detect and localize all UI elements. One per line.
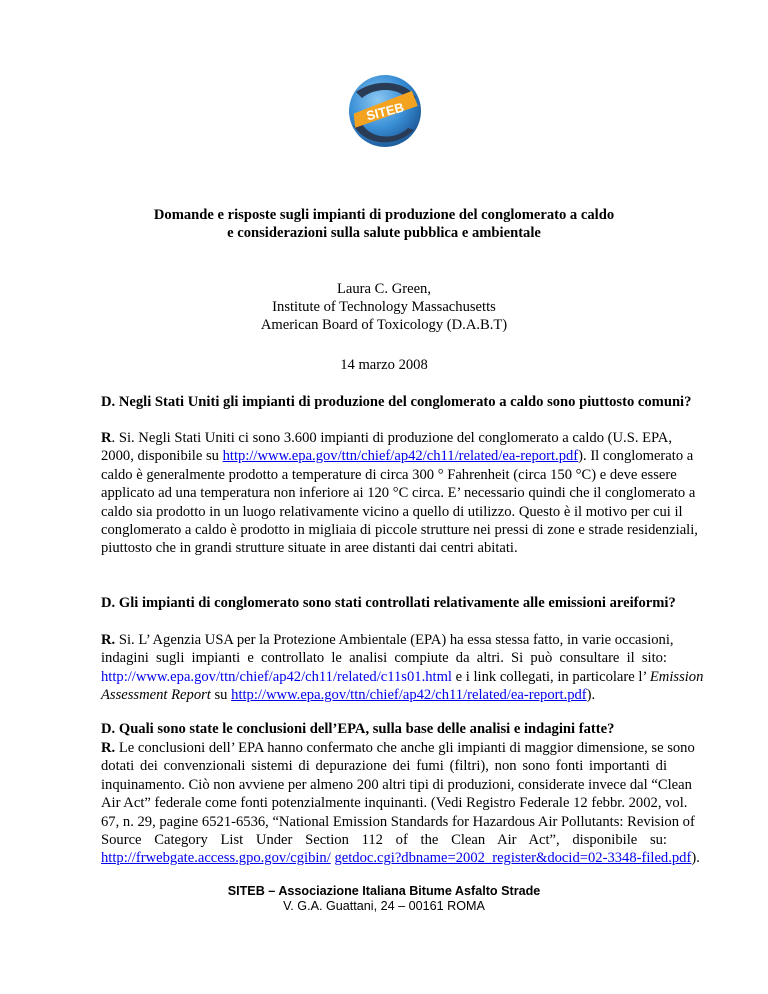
footer-org: SITEB – Associazione Italiana Bitume Asfalto Strade [227,884,541,898]
answer-2-emphasis: Assessment Report [101,687,211,704]
answer-2-lead: R. [101,632,116,648]
document-title [80,206,688,242]
answer-3-line: dotati dei convenzionali sistemi di depurazione dei fumi (filtri), non sono fonti importanti di [101,758,667,775]
answer-2-line: Si. L’ Agenzia USA per la Protezione Ambientale (EPA) ha essa stessa fatto, in varie occasioni, [115,632,674,648]
footer [80,884,688,914]
author-institution: Institute of Technology Massachusetts [272,299,496,315]
answer-2-line: indagini sugli impianti e controllato le analisi compiute da altri. Si può consultare il sito: [101,650,667,667]
answer-3-line: 67, n. 29, pagine 6521-6536, “National Emission Standards for Hazardous Air Pollutants: Revision of [101,813,695,830]
answer-3-line: Source Category List Under Section 112 of the Clean Air Act”, disponibile su: [101,832,667,849]
answer-2-line: e i link collegati, in particolare l’ [451,668,650,685]
author-board: American Board of Toxicology (D.A.B.T) [260,317,508,333]
title-line-2: e considerazioni sulla salute pubblica e ambientale [227,225,541,241]
question-3: D. Quali sono state le conclusioni dell’EPA, sulla base delle analisi e indagini fatte? [101,721,615,737]
answer-3-line: inquinamento. Ciò non avviene per almeno 200 altri tipi di produzioni, considerate invece dal “Clean [101,776,692,793]
ea-report-link[interactable]: http://www.epa.gov/ttn/chief/ap42/ch11/related/ea-report.pdf [222,448,579,465]
ea-report-link-2[interactable]: http://www.epa.gov/ttn/chief/ap42/ch11/related/ea-report.pdf [231,687,587,704]
answer-1-line: 2000, disponibile su [101,448,223,465]
answer-1-lead: R [101,430,112,446]
siteb-logo-icon [346,70,424,152]
answer-3-lead: R. [101,740,116,756]
answer-2-emphasis: Emission [649,668,704,685]
answer-1 [101,429,698,558]
answer-1-line: applicato ad una temperatura non inferiore ai 120 °C circa. E’ necessario quindi che il conglomerato a [101,485,696,502]
author-block [80,280,688,334]
author-name: Laura C. Green, [336,281,431,297]
title-line-1: Domande e risposte sugli impianti di produzione del conglomerato a caldo [153,207,615,223]
answer-1-line: piuttosto che in grandi strutture situate in aree distanti dai centri abitati. [101,540,518,557]
answer-3-line: ). [691,850,700,867]
answer-1-line: ). Il conglomerato a [578,448,694,465]
answer-3-line: Le conclusioni dell’ EPA hanno confermato che anche gli impianti di maggior dimensione, se sono [115,740,695,756]
question-1: D. Negli Stati Uniti gli impianti di produzione del conglomerato a caldo sono piuttosto comuni? [101,394,692,410]
answer-2 [101,631,704,705]
question-2: D. Gli impianti di conglomerato sono stati controllati relativamente alle emissioni areiformi? [101,595,676,611]
answer-1-line: caldo sia prodotto in un luogo relativamente vicino a quello di utilizzo. Questo è il motivo per cui il [101,503,683,520]
c11s01-link[interactable]: http://www.epa.gov/ttn/chief/ap42/ch11/related/c11s01.html [101,668,452,685]
frwebgate-link-part-2[interactable]: getdoc.cgi?dbname=2002_register&docid=02-3348-filed.pdf [334,850,692,867]
answer-1-line: conglomerato a caldo è prodotto in migliaia di piccole strutture nei pressi di zone e strade residenziali, [101,522,698,539]
answer-2-line: su [210,687,232,704]
frwebgate-link-part-1[interactable]: http://frwebgate.access.gpo.gov/cgibin/ [101,850,331,867]
logo-text: SITEB [364,99,406,124]
document-date: 14 marzo 2008 [340,357,428,373]
footer-address: V. G.A. Guattani, 24 – 00161 ROMA [283,899,485,913]
answer-2-line: ). [586,687,596,704]
answer-3 [101,739,700,868]
answer-1-line: caldo è generalmente prodotto a temperature di circa 300 ° Fahrenheit (circa 150 °C) e deve essere [101,466,677,483]
answer-3-line: Air Act” federale come fonti potenzialmente inquinanti. (Vedi Registro Federale 12 febbr. 2002, vol. [101,795,688,812]
answer-1-line: . Si. Negli Stati Uniti ci sono 3.600 impianti di produzione del conglomerato a caldo (U.S. EPA, [111,430,672,446]
